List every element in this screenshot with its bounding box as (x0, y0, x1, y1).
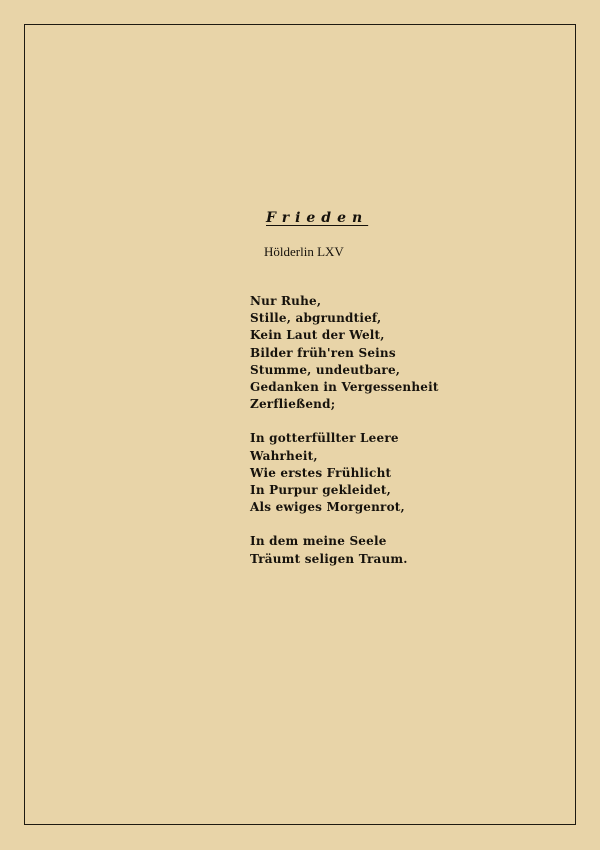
poem-line: In dem meine Seele (250, 534, 387, 549)
poem-line: Nur Ruhe, (250, 294, 322, 308)
poem-line: Kein Laut der Welt, (250, 328, 385, 343)
stanza-3 (250, 533, 439, 567)
poem-line: In Purpur gekleidet, (250, 483, 392, 498)
poem-line: Stumme, undeutbare, (250, 362, 401, 377)
poem-subtitle: Hölderlin LXV (264, 244, 344, 259)
poem-line: In gotterfüllter Leere (250, 431, 399, 446)
poem-line: Wahrheit, (250, 448, 318, 463)
poem-line: Wie erstes Frühlicht (250, 465, 392, 480)
poem-line: Stille, abgrundtief, (250, 311, 382, 326)
stanza-2 (250, 430, 439, 516)
poem-line: Gedanken in Vergessenheit (250, 380, 439, 395)
poem-line: Zerfließend; (250, 397, 336, 412)
poem-line: Träumt seligen Traum. (250, 551, 408, 566)
poem-line: Bilder früh'ren Seins (250, 345, 396, 360)
stanza-1 (250, 293, 439, 413)
poem-line: Als ewiges Morgenrot, (250, 500, 405, 515)
poem-body (250, 293, 439, 585)
poem-title: Frieden (266, 210, 369, 226)
